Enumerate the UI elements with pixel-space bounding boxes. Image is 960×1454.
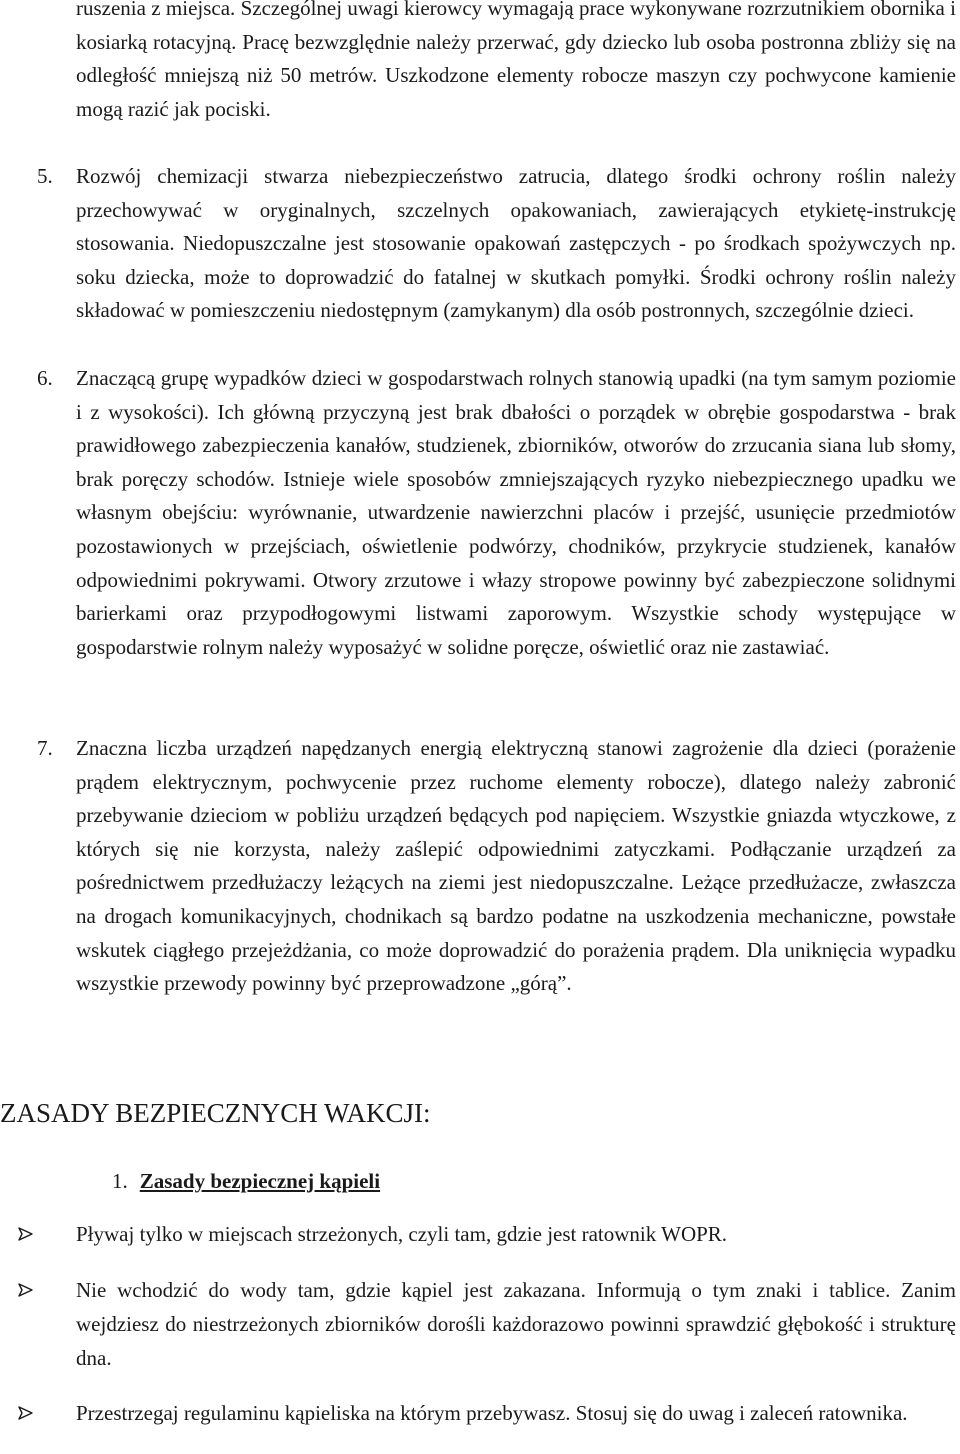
list-item: [76, 1396, 956, 1430]
list-item-text: Rozwój chemizacji stwarza niebezpieczeństwo zatrucia, dlatego środki ochrony roślin należy przechowywać w oryginalnych, szczelnych opakowaniach, zawierających etykietę-instrukcję stosowania. Niedopuszczalne jest stosowanie opakowań zastępczych - po środkach spożywczych np. soku dziecka, może to doprowadzić do fatalnej w skutkach pomyłki. Środki ochrony roślin należy składować w pomieszczeniu niedostępnym (zamykanym) dla osób postronnych, szczególnie dzieci.: [76, 164, 956, 323]
subsection-title: Zasady bezpiecznej kąpieli: [139, 1169, 381, 1193]
arrow-bullet-icon: [18, 1227, 33, 1241]
list-item: [37, 160, 956, 328]
subsection-heading: [112, 1164, 380, 1198]
list-item-text: Znaczącą grupę wypadków dzieci w gospodarstwach rolnych stanowią upadki (na tym samym poziomie i z wysokości). Ich główną przyczyną jest brak dbałości o porządek w obrębie gospodarstwa - brak prawidłowego zabezpieczenia kanałów, studzienek, zbiorników, otworów do zrzucania siana lub słomy, brak poręczy schodów. Istnieje wiele sposobów zmniejszających ryzyko niebezpiecznego upadku we własnym obejściu: wyrównanie, utwardzenie nawierzchni placów i przejść, usunięcie przedmiotów pozostawionych w przejściach, oświetlenie podwórzy, chodników, przykrycie studzienek, kanałów odpowiednimi pokrywami. Otwory zrzutowe i włazy stropowe powinny być zabezpieczone solidnymi barierkami oraz przypodłogowymi listwami zaporowym. Wszystkie schody występujące w gospodarstwie rolnym należy wyposażyć w solidne poręcze, oświetlić oraz nie zastawiać.: [76, 366, 956, 659]
bullet-text: Nie wchodzić do wody tam, gdzie kąpiel jest zakazana. Informują o tym znaki i tablice. Zanim wejdziesz do niestrzeżonych zbiorników dorośli każdorazowo powinni sprawdzić głębokość i strukturę dna.: [76, 1278, 956, 1370]
list-item-number: 7.: [37, 736, 53, 760]
list-item: [37, 362, 956, 664]
list-item-text: Znaczna liczba urządzeń napędzanych energią elektryczną stanowi zagrożenie dla dzieci (porażenie prądem elektrycznym, pochwycenie przez ruchome elementy robocze), dlatego należy zabronić przebywanie dzieciom w pobliżu urządzeń będących pod napięciem. Wszystkie gniazda wtyczkowe, z których się nie korzysta, należy zaślepić odpowiednimi zatyczkami. Podłączanie urządzeń za pośrednictwem przedłużaczy leżących na ziemi jest niedopuszczalne. Leżące przedłużacze, zwłaszcza na drogach komunikacyjnych, chodnikach są bardzo podatne na uszkodzenia mechaniczne, powstałe wskutek ciągłego przejeżdżania, co może doprowadzić do porażenia prądem. Dla uniknięcia wypadku wszystkie przewody powinny być przeprowadzone „górą”.: [76, 736, 956, 996]
list-item: [76, 1273, 956, 1375]
arrow-bullet-icon: [18, 1406, 33, 1420]
list-item: [76, 1217, 956, 1251]
subsection-number: 1.: [112, 1169, 128, 1193]
list-item: [37, 732, 956, 1001]
bullet-text: Przestrzegaj regulaminu kąpieliska na którym przebywasz. Stosuj się do uwag i zaleceń ratownika.: [76, 1401, 908, 1425]
bullet-text: Pływaj tylko w miejscach strzeżonych, czyli tam, gdzie jest ratownik WOPR.: [76, 1222, 728, 1246]
continued-paragraph: ruszenia z miejsca. Szczególnej uwagi kierowcy wymagają prace wykonywane rozrzutnikiem obornika i kosiarką rotacyjną. Pracę bezwzględnie należy przerwać, gdy dziecko lub osoba postronna zbliży się na odległość mniejszą niż 50 metrów. Uszkodzone elementy robocze maszyn czy pochwycone kamienie mogą razić jak pociski.: [76, 0, 956, 121]
list-item-number: 6.: [37, 366, 53, 390]
list-item-number: 5.: [37, 164, 53, 188]
section-heading: ZASADY BEZPIECZNYCH WAKCJI:: [0, 1098, 431, 1128]
arrow-bullet-icon: [18, 1283, 33, 1297]
